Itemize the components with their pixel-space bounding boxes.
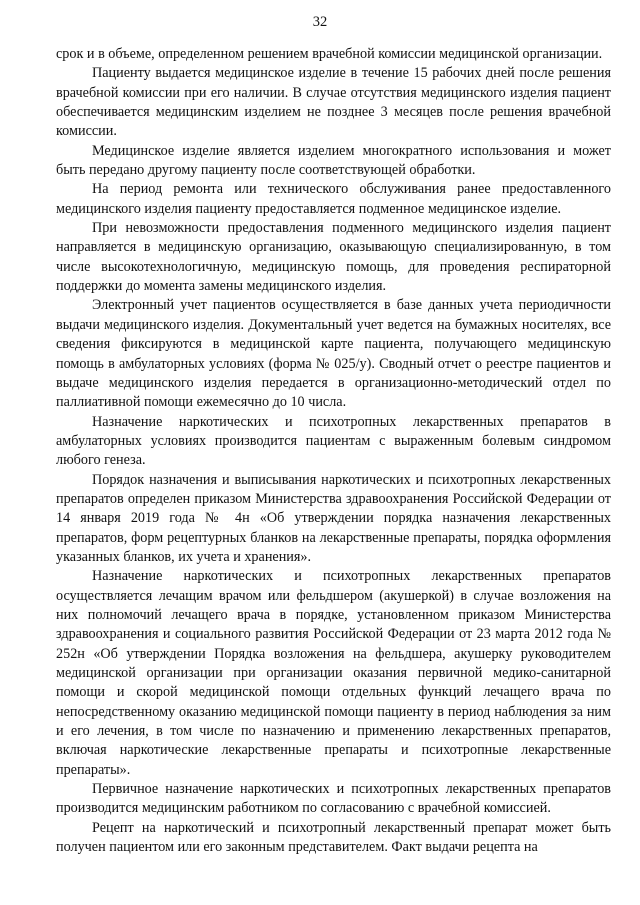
- paragraph: На период ремонта или технического обслуживания ранее предоставленного медицинского изделия пациенту предоставляется подменное медицинское изделие.: [56, 181, 611, 217]
- paragraph: Назначение наркотических и психотропных лекарственных препаратов осуществляется лечащим врачом или фельдшером (акушеркой) в случае возложения на них полномочий лечащего врача в порядке, установленном приказом Министерства здравоохранения и социального развития Российской Федерации от 23 марта 2012 года № 252н «Об утверждении Порядка возложения на фельдшера, акушерку руководителем медицинской организации при организации оказания первичной медико-санитарной помощи и скорой медицинской помощи отдельных функций лечащего врача по непосредственному оказанию медицинской помощи пациенту в период наблюдения за ним и его лечения, в том числе по назначению и применению лекарственных препаратов, включая наркотические лекарственные препараты и психотропные лекарственные препараты».: [56, 568, 611, 778]
- paragraph: Первичное назначение наркотических и психотропных лекарственных препаратов производится медицинским работником по согласованию с врачебной комиссией.: [56, 781, 611, 817]
- page-number: 32: [312, 14, 328, 30]
- paragraph: При невозможности предоставления подменного медицинского изделия пациент направляется в медицинскую организацию, оказывающую специализированную, в том числе высокотехнологичную, медицинскую помощь, для проведения респираторной поддержки до момента замены медицинского изделия.: [56, 220, 611, 295]
- paragraph: Пациенту выдается медицинское изделие в течение 15 рабочих дней после решения врачебной комиссии при его наличии. В случае отсутствия медицинского изделия пациент обеспечивается медицинским изделием не позднее 3 месяцев после решения врачебной комиссии.: [56, 65, 611, 140]
- paragraph: Электронный учет пациентов осуществляется в базе данных учета периодичности выдачи медицинского изделия. Документальный учет ведется на бумажных носителях, все сведения фиксируются в медицинской карте пациента, получающего медицинскую помощь в амбулаторных условиях (форма № 025/у). Сводный отчет о реестре пациентов и выдаче медицинского изделия передается в организационно-методический отдел по паллиативной помощи ежемесячно до 10 числа.: [56, 297, 611, 411]
- paragraph: Рецепт на наркотический и психотропный лекарственный препарат может быть получен пациентом или его законным представителем. Факт выдачи рецепта на: [56, 819, 611, 856]
- paragraph: Порядок назначения и выписывания наркотических и психотропных лекарственных препаратов определен приказом Министерства здравоохранения Российской Федерации от 14 января 2019 года № 4н «Об утверждении порядка назначения лекарственных препаратов, форм рецептурных бланков на лекарственные препараты, порядка оформления указанных бланков, их учета и хранения».: [56, 471, 611, 565]
- paragraph: Медицинское изделие является изделием многократного использования и может быть передано другому пациенту после соответствующей обработки.: [56, 142, 611, 179]
- document-body: [56, 45, 611, 857]
- paragraph: Назначение наркотических и психотропных лекарственных препаратов в амбулаторных условиях производится пациентам с выраженным болевым синдромом любого генеза.: [56, 413, 611, 469]
- paragraph: срок и в объеме, определенном решением врачебной комиссии медицинской организации.: [56, 46, 603, 62]
